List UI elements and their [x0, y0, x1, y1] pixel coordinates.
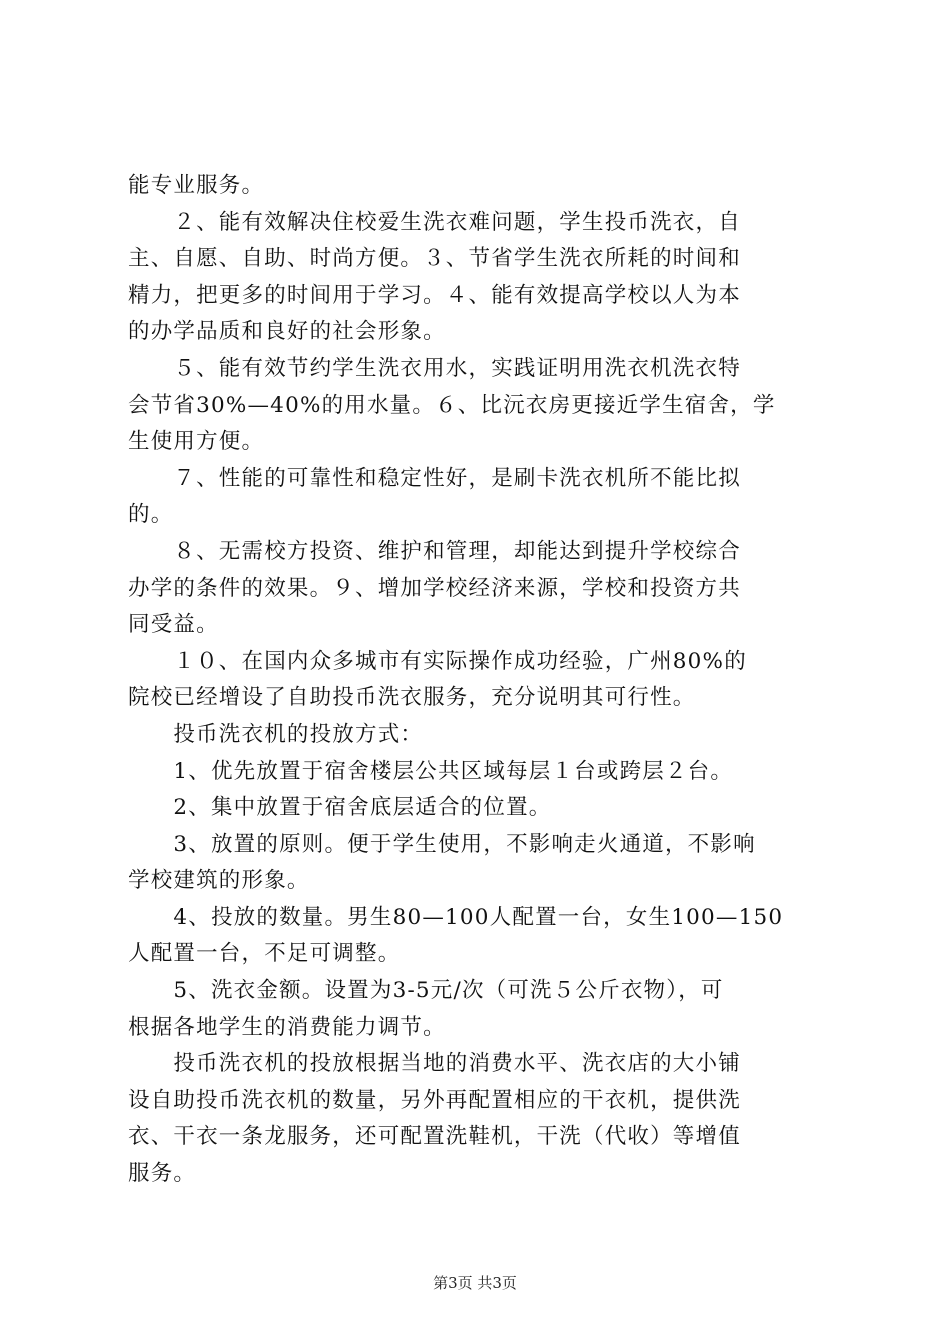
- text-line: 根据各地学生的消费能力调节。: [128, 1014, 446, 1040]
- text-line: 2、集中放置于宿舍底层适合的位置。: [128, 795, 552, 821]
- text-line: 5、洗衣金额。设置为3-5元/次（可洗５公斤衣物），可: [128, 978, 724, 1004]
- text-line: ８、无需校方投资、维护和管理，却能达到提升学校综合: [128, 538, 741, 564]
- text-line: 生使用方便。: [128, 429, 265, 455]
- text-line: ５、能有效节约学生洗衣用水，实践证明用洗衣机洗衣特: [128, 355, 741, 381]
- text-line: 学校建筑的形象。: [128, 868, 310, 894]
- text-line: 院校已经增设了自助投币洗衣服务，充分说明其可行性。: [128, 685, 696, 711]
- text-line: 精力，把更多的时间用于学习。４、能有效提高学校以人为本: [128, 282, 741, 308]
- text-line: 能专业服务。: [128, 173, 265, 198]
- text-line: ２、能有效解决住校爱生洗衣难问题，学生投币洗衣，自: [128, 209, 741, 235]
- text-line: 3、放置的原则。便于学生使用，不影响走火通道，不影响: [128, 831, 756, 857]
- text-line: 会节省30%—40%的用水量。６、比沅衣房更接近学生宿舍，学: [128, 392, 776, 418]
- text-line: 同受益。: [128, 612, 219, 638]
- text-line: 4、投放的数量。男生80—100人配置一台，女生100—150: [128, 904, 784, 930]
- text-line: 的。: [128, 502, 174, 528]
- text-line: 投币洗衣机的投放方式：: [128, 721, 424, 747]
- document-body: [128, 168, 833, 1193]
- page-number-footer: 第3页 共3页: [433, 1274, 517, 1292]
- text-line: 服务。: [128, 1161, 197, 1187]
- text-line: 投币洗衣机的投放根据当地的消费水平、洗衣店的大小铺: [128, 1051, 741, 1077]
- text-line: ７、性能的可靠性和稳定性好，是刷卡洗衣机所不能比拟: [128, 465, 741, 491]
- text-line: 设自助投币洗衣机的数量，另外再配置相应的干衣机，提供洗: [128, 1087, 741, 1113]
- text-line: 的办学品质和良好的社会形象。: [128, 319, 446, 345]
- text-line: １０、在国内众多城市有实际操作成功经验，广州80%的: [128, 648, 747, 674]
- text-line: 1、优先放置于宿舍楼层公共区域每层１台或跨层２台。: [128, 758, 734, 784]
- text-line: 办学的条件的效果。９、增加学校经济来源，学校和投资方共: [128, 575, 741, 601]
- text-line: 主、自愿、自助、时尚方便。３、节省学生洗衣所耗的时间和: [128, 246, 741, 272]
- text-line: 人配置一台，不足可调整。: [128, 941, 401, 967]
- text-line: 衣、干衣一条龙服务，还可配置洗鞋机，干洗（代收）等增值: [128, 1124, 741, 1150]
